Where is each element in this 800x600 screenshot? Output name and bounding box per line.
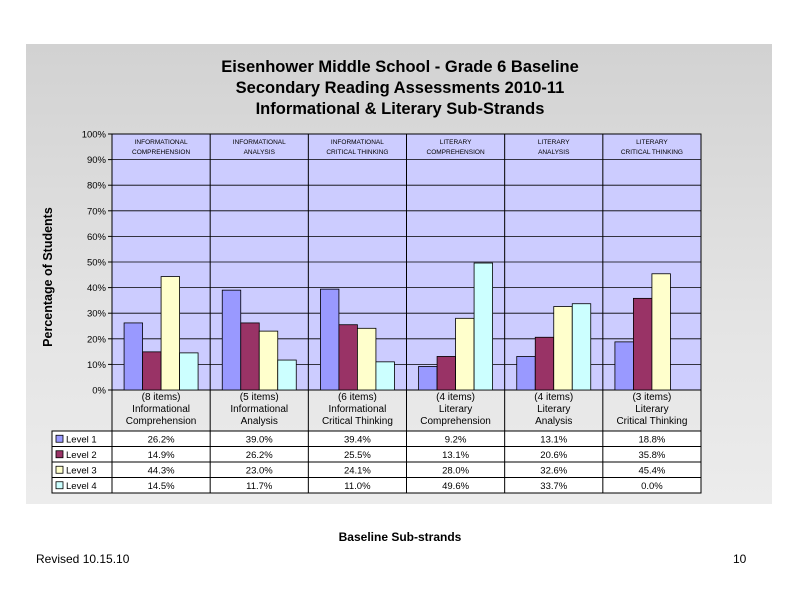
bar-level-3	[259, 331, 278, 390]
data-table-cell: 45.4%	[638, 465, 666, 477]
data-table-cell: 39.0%	[245, 434, 273, 446]
y-tick-label: 50%	[86, 257, 106, 269]
data-table-cell: 24.1%	[343, 465, 371, 477]
legend-label: Level 4	[66, 480, 97, 492]
data-table-cell: 26.2%	[147, 434, 175, 446]
category-label: Analysis	[240, 416, 278, 427]
data-table-cell: 13.1%	[442, 449, 470, 461]
category-label: (3 items)	[632, 392, 672, 403]
y-tick-label: 90%	[86, 155, 106, 167]
bar-level-3	[161, 277, 180, 390]
bar-level-4	[180, 353, 199, 390]
category-label: Comprehension	[125, 416, 197, 427]
category-header-label: ANALYSIS	[243, 149, 275, 156]
y-tick-label: 30%	[86, 308, 106, 320]
data-table-cell: 14.9%	[147, 449, 175, 461]
y-tick-label: 70%	[86, 206, 106, 218]
legend-key-level-2	[56, 451, 63, 458]
data-table-cell: 44.3%	[147, 465, 175, 477]
bar-level-4	[278, 360, 297, 390]
category-header-label: COMPREHENSION	[426, 149, 485, 156]
bar-level-4	[474, 263, 493, 390]
legend-key-level-3	[56, 466, 63, 473]
legend-label: Level 2	[66, 449, 97, 461]
category-header-label: LITERARY	[636, 139, 668, 146]
category-header-label: LITERARY	[439, 139, 472, 146]
bar-level-1	[320, 289, 339, 390]
bar-level-2	[633, 298, 652, 390]
legend-label: Level 3	[66, 465, 97, 477]
legend-key-level-4	[56, 482, 63, 489]
bar-level-3	[456, 318, 475, 390]
category-header-label: CRITICAL THINKING	[326, 149, 389, 156]
category-label: Informational	[328, 404, 387, 415]
bar-level-3	[554, 307, 573, 390]
data-table-cell: 39.4%	[343, 434, 371, 446]
y-axis-title: Percentage of Students	[41, 207, 55, 347]
bar-level-2	[241, 323, 260, 390]
bar-level-4	[572, 304, 591, 390]
category-header-label: LITERARY	[537, 139, 570, 146]
category-label: (6 items)	[337, 392, 377, 403]
data-table-cell: 23.0%	[245, 465, 273, 477]
bar-level-2	[535, 337, 554, 390]
data-table-cell: 33.7%	[540, 480, 568, 492]
data-table-cell: 25.5%	[343, 449, 371, 461]
category-label: Literary	[537, 404, 571, 415]
category-header-label: INFORMATIONAL	[134, 139, 188, 146]
bar-level-1	[222, 290, 241, 390]
bar-level-2	[339, 325, 358, 390]
category-header-label: INFORMATIONAL	[330, 139, 384, 146]
category-label: Literary	[438, 404, 473, 415]
data-table-cell: 49.6%	[442, 480, 470, 492]
data-table-cell: 28.0%	[442, 465, 470, 477]
chart-title-line-1: Eisenhower Middle School - Grade 6 Baseline	[221, 58, 579, 76]
bar-level-1	[419, 366, 438, 390]
bar-level-2	[437, 356, 456, 390]
bar-level-4	[376, 362, 395, 390]
data-table-cell: 14.5%	[147, 480, 175, 492]
category-label: (5 items)	[239, 392, 279, 403]
data-table-cell: 32.6%	[540, 465, 568, 477]
chart-title-line-3: Informational & Literary Sub-Strands	[255, 100, 545, 118]
category-label: (8 items)	[141, 392, 181, 403]
bar-level-2	[143, 352, 162, 390]
category-label: (4 items)	[534, 392, 574, 403]
bar-level-1	[615, 342, 634, 390]
category-label: Comprehension	[420, 416, 491, 427]
revised-date: Revised 10.15.10	[36, 552, 130, 566]
data-table-cell: 0.0%	[641, 480, 663, 492]
category-label: Informational	[230, 404, 289, 415]
category-header-label: CRITICAL THINKING	[620, 149, 683, 156]
category-label: Critical Thinking	[616, 416, 688, 427]
legend-key-level-1	[56, 435, 63, 442]
data-table-cell: 35.8%	[638, 449, 666, 461]
category-label: Critical Thinking	[321, 416, 393, 427]
category-label: Literary	[635, 404, 669, 415]
data-table-cell: 11.7%	[246, 480, 273, 492]
data-table-cell: 9.2%	[444, 434, 467, 446]
data-table-cell: 11.0%	[344, 480, 371, 492]
y-tick-label: 80%	[86, 180, 106, 192]
y-tick-label: 40%	[86, 283, 106, 295]
chart-title-line-2: Secondary Reading Assessments 2010-11	[235, 79, 565, 97]
category-header-label: ANALYSIS	[538, 149, 570, 156]
bar-level-3	[357, 328, 376, 390]
x-axis-title: Baseline Sub-strands	[338, 530, 462, 544]
y-tick-label: 10%	[86, 359, 106, 371]
y-tick-label: 20%	[86, 334, 106, 346]
data-table-cell: 20.6%	[540, 449, 568, 461]
data-table-cell: 13.1%	[540, 434, 568, 446]
category-header-label: COMPREHENSION	[132, 149, 191, 156]
bar-level-3	[652, 274, 671, 390]
category-label: Analysis	[535, 416, 573, 427]
category-label: Informational	[132, 404, 190, 415]
page-number: 10	[733, 552, 747, 566]
y-tick-label: 100%	[81, 129, 106, 141]
category-header-label: INFORMATIONAL	[232, 139, 286, 146]
legend-label: Level 1	[66, 434, 97, 446]
data-table-cell: 18.8%	[638, 434, 666, 446]
bar-level-1	[124, 323, 143, 390]
data-table-cell: 26.2%	[245, 449, 273, 461]
y-tick-label: 0%	[92, 385, 106, 397]
y-tick-label: 60%	[86, 231, 106, 243]
bar-level-1	[517, 356, 536, 390]
category-label: (4 items)	[436, 392, 476, 403]
